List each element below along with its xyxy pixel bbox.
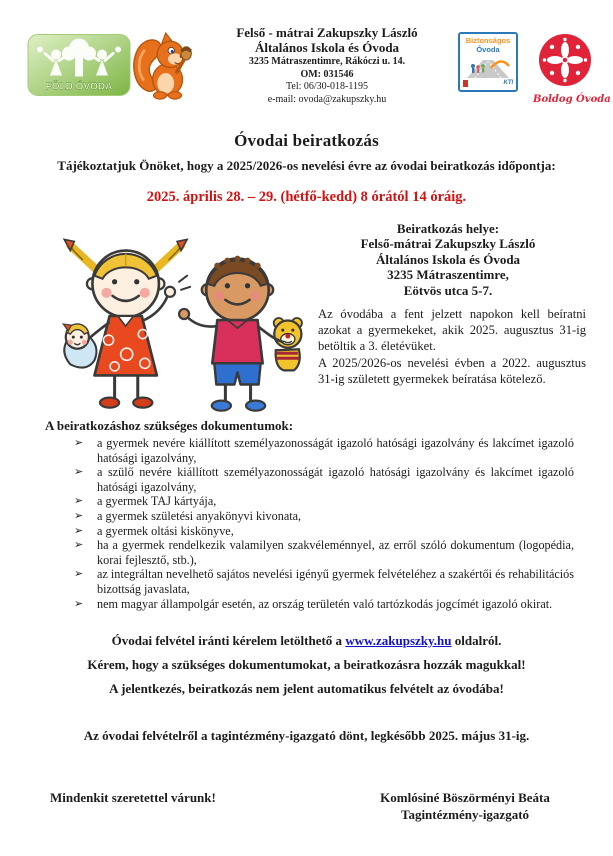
decision-note: Az óvodai felvételről a tagintézmény-igazgató dönt, legkésőbb 2025. május 31-ig. xyxy=(83,728,530,743)
boldog-ovoda-emblem xyxy=(538,33,592,87)
document-list-item: ➢ nem magyar állampolgár esetén, az ország területén való tartózkodás jogcímét igazoló okirat. xyxy=(74,597,574,612)
location-line: 3235 Mátraszentimre, xyxy=(387,267,509,283)
location-heading: Beiratkozás helye: xyxy=(396,221,500,236)
location-line: Általános Iskola és Óvoda xyxy=(375,251,521,267)
zakupszky-link[interactable]: www.zakupszky.hu xyxy=(345,633,452,648)
school-email: e-mail: ovoda@zakupszky.hu xyxy=(267,93,387,105)
signature-block xyxy=(340,790,590,823)
children-illustration xyxy=(30,220,312,412)
document-list-item: ➢ a gyermek születési anyakönyvi kivonata, xyxy=(74,509,574,524)
biztonsagos-badge-footer xyxy=(463,80,513,87)
fold-ovoda-logo xyxy=(27,33,131,97)
location-line: Eötvös utca 5-7. xyxy=(403,282,493,298)
boldog-ovoda-logo-text: Boldog Óvoda xyxy=(533,94,611,105)
enrollment-location-block xyxy=(312,221,584,298)
biztonsagos-badge-line1: Biztonságos xyxy=(465,36,511,45)
biztonsagos-badge-art xyxy=(463,54,513,80)
document-list-item: ➢ a gyermek oltási kiskönyve, xyxy=(74,524,574,539)
school-name-line2: Általános Iskola és Óvoda xyxy=(254,40,400,56)
kti-logo-text: KTI xyxy=(503,80,514,86)
signature-title: Tagintézmény-igazgató xyxy=(400,806,530,822)
eligibility-text xyxy=(318,306,586,387)
download-note-suffix: oldalról. xyxy=(451,633,502,648)
signature-name: Komlósiné Böszörményi Beáta xyxy=(380,790,550,805)
squirrel-illustration xyxy=(128,31,194,101)
enrollment-date-highlight: 2025. április 28. – 29. (hétfő-kedd) 8 órától 14 óráig. xyxy=(146,189,467,205)
download-note xyxy=(0,633,613,649)
location-line: Felső-mátrai Zakupszky László xyxy=(360,236,536,252)
page-title: Óvodai beiratkozás xyxy=(234,131,379,150)
documents-list xyxy=(74,436,574,611)
school-om-number: OM: 031546 xyxy=(300,68,354,80)
school-name-line1: Felső - mátrai Zakupszky László xyxy=(236,25,418,40)
bring-documents-note: Kérem, hogy a szükséges dokumentumokat, a beiratkozásra hozzák magukkal! xyxy=(87,657,526,672)
document-list-item: ➢ a gyermek TAJ kártyája, xyxy=(74,494,574,509)
eligibility-paragraph-2: A 2025/2026-os nevelési évben a 2022. augusztus 31-ig született gyermekek beíratása kötelező. xyxy=(318,355,586,386)
boldog-ovoda-logo xyxy=(533,33,611,105)
intro-announcement: Tájékoztatjuk Önöket, hogy a 2025/2026-os nevelési évre az óvodai beiratkozás időpontja: xyxy=(57,158,556,173)
document-list-item: ➢ a gyermek nevére kiállított személyazonosságát igazoló hatósági igazolvány és lakcímet igazoló hatósági igazolvány, xyxy=(74,436,574,465)
school-phone: Tel: 06/30-018-1195 xyxy=(286,81,368,93)
biztonsagos-badge-line2: Óvoda xyxy=(476,44,500,54)
download-note-prefix: Óvodai felvétel iránti kérelem letölthető a xyxy=(111,633,346,648)
documents-heading: A beiratkozáshoz szükséges dokumentumok: xyxy=(45,418,294,433)
welcome-message: Mindenkit szeretettel várunk! xyxy=(50,790,216,805)
no-automatic-note: A jelentkezés, beiratkozás nem jelent automatikus felvételt az óvodába! xyxy=(109,681,504,696)
school-address: 3235 Mátraszentimre, Rákóczi u. 14. xyxy=(248,56,406,68)
fold-ovoda-logo-text: FÖLD ÓVODA xyxy=(45,81,113,93)
biztonsagos-ovoda-badge xyxy=(458,32,518,92)
header-school-info xyxy=(196,25,458,106)
document-list-item: ➢ a szülő nevére kiállított személyazonosságát igazoló hatósági igazolvány és lakcímet igazoló hatósági igazolvány, xyxy=(74,465,574,494)
document-list-item: ➢ az integráltan nevelhető sajátos nevelési igényű gyermek felvételéhez a szakértői és rehabilitációs bizottság javaslata, xyxy=(74,567,574,596)
eligibility-paragraph-1: Az óvodába a fent jelzett napokon kell beíratni azokat a gyermekeket, akik 2025. augusztus 31-ig betöltik a 3. életévüket. xyxy=(318,307,586,354)
document-list-item: ➢ ha a gyermek rendelkezik valamilyen szakvéleménnyel, az erről szóló dokumentum (logopédia, korai fejlesztő, stb.), xyxy=(74,538,574,567)
biztonsagos-emblem-icon xyxy=(463,80,468,87)
